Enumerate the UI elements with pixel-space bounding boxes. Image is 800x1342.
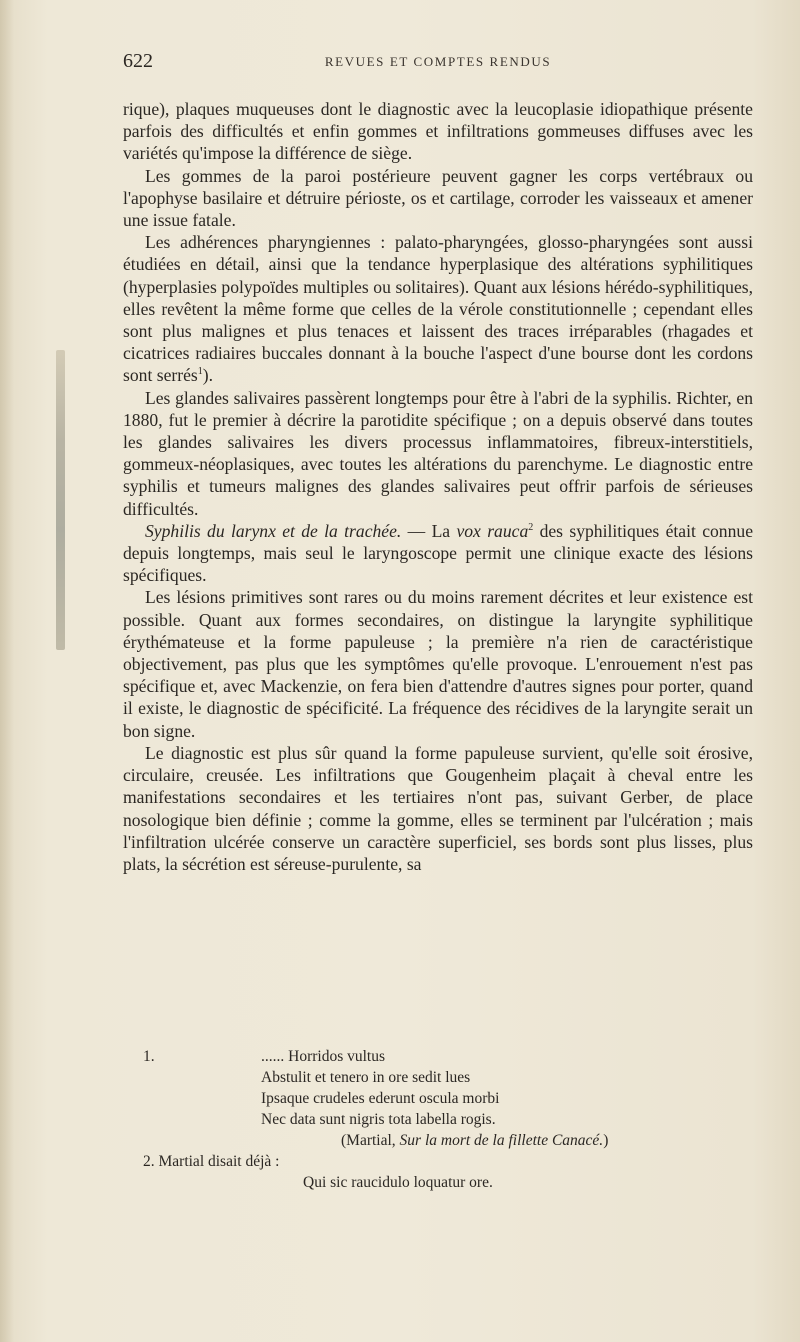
paragraph-tail: ). (202, 365, 214, 386)
footnote-ref: 1 (197, 366, 203, 378)
paragraph-text: Les adhérences pharyngiennes : palato-pharyngées, glosso-pharyngées sont aussi étudiées en détail, ainsi que la tendance hyperplasique des altérations syphilitiques (hyperplasies polypoïdes multiples ou solitaires). Quant aux lésions hérédo-syphilitiques, elles revêtent la même forme que celles de la vérole constitutionnelle ; cependant elles sont plus malignes et plus tenaces et laissent des traces irréparables (rhagades et cicatrices radiaires buccales donnant à la bouche l'aspect d'une bourse dont les cordons sont serrés (123, 232, 753, 386)
section-heading: Syphilis du larynx et de la trachée. (145, 520, 402, 541)
verse-line: Nec data sunt nigris tota labella rogis. (261, 1111, 496, 1128)
paragraph: Les gommes de la paroi postérieure peuvent gagner les corps vertébraux ou l'apophyse basilaire et détruire périoste, os et cartilage, corroder les vaisseaux et amener une issue fatale. (123, 165, 753, 231)
attribution-title: Sur la mort de la fillette Canacé. (399, 1132, 604, 1149)
attribution-prefix: (Martial, (341, 1132, 400, 1149)
verse-line: Abstulit et tenero in ore sedit lues (261, 1069, 471, 1086)
page-number: 622 (123, 50, 153, 72)
latin-term: vox rauca (456, 520, 529, 541)
verse-line: Ipsaque crudeles ederunt oscula morbi (261, 1090, 500, 1107)
page-edge-tab (56, 350, 65, 650)
footnotes (123, 1046, 753, 1193)
verse-line: ...... Horridos vultus (261, 1048, 385, 1065)
footnote-number: 2. (143, 1153, 155, 1170)
running-head: REVUES ET COMPTES RENDUS (324, 54, 552, 69)
paragraph: rique), plaques muqueuses dont le diagnostic avec la leucoplasie idiopathique présente parfois des difficultés et enfin gommes et infiltrations gommeuses diffuses avec les variétés qu'impose la différence de siège. (123, 99, 753, 164)
footnote-2 (123, 1151, 753, 1193)
paragraph: Les lésions primitives sont rares ou du moins rarement décrites et leur existence est possible. Quant aux formes secondaires, on distingue la laryngite syphilitique érythémateuse et la forme papuleuse ; la première n'a rien de caractéristique objectivement, pas plus que les symptômes qu'elle provoque. L'enrouement n'est pas spécifique et, avec Mackenzie, on fera bien d'attendre d'autres signes pour porter, quand il existe, le diagnostic de spécificité. La fréquence des récidives de la laryngite serait un bon signe. (123, 587, 753, 741)
paragraph (123, 231, 753, 386)
attribution-suffix: ) (603, 1132, 609, 1149)
paragraph (123, 520, 753, 587)
footnote-2-quote: Qui sic raucidulo loquatur ore. (303, 1174, 493, 1191)
footnote-text: Martial disait déjà : (158, 1153, 280, 1170)
footnote-number: 1. (143, 1048, 155, 1065)
binding-shadow (0, 0, 14, 1342)
footnote-2-intro (143, 1151, 753, 1172)
footnote-ref: 2 (528, 522, 534, 533)
body-text (123, 98, 753, 875)
verse-attribution (341, 1130, 753, 1151)
footnote-1 (123, 1046, 753, 1151)
page-header (123, 50, 753, 80)
paragraph-text: — La (401, 520, 457, 541)
paragraph: Le diagnostic est plus sûr quand la forme papuleuse survient, qu'elle soit érosive, circulaire, creusée. Les infiltrations que Gougenheim plaçait à cheval entre les manifestations secondaires et les tertiaires n'ont pas, suivant Gerber, de place nosologique bien définie ; comme la gomme, elles se terminent par l'ulcération ; mais l'infiltration ulcérée conserve un caractère superficiel, ses bords sont plus lisses, plus plats, la sécrétion est séreuse-purulente, sa (123, 742, 753, 874)
paragraph-text: des syphilitiques était connue depuis longtemps, mais seul le laryngoscope permit une clinique exacte des lésions spécifiques. (123, 520, 753, 586)
paragraph: Les glandes salivaires passèrent longtemps pour être à l'abri de la syphilis. Richter, en 1880, fut le premier à décrire la parotidite spécifique ; on a depuis observé dans toutes les glandes salivaires les divers processus inflammatoires, fibreux-interstitiels, gommeux-néoplasiques, avec toutes les altérations du parenchyme. Le diagnostic entre syphilis et tumeurs malignes des glandes salivaires peut offrir parfois de sérieuses difficultés. (123, 387, 753, 519)
verse-quote (261, 1046, 753, 1151)
